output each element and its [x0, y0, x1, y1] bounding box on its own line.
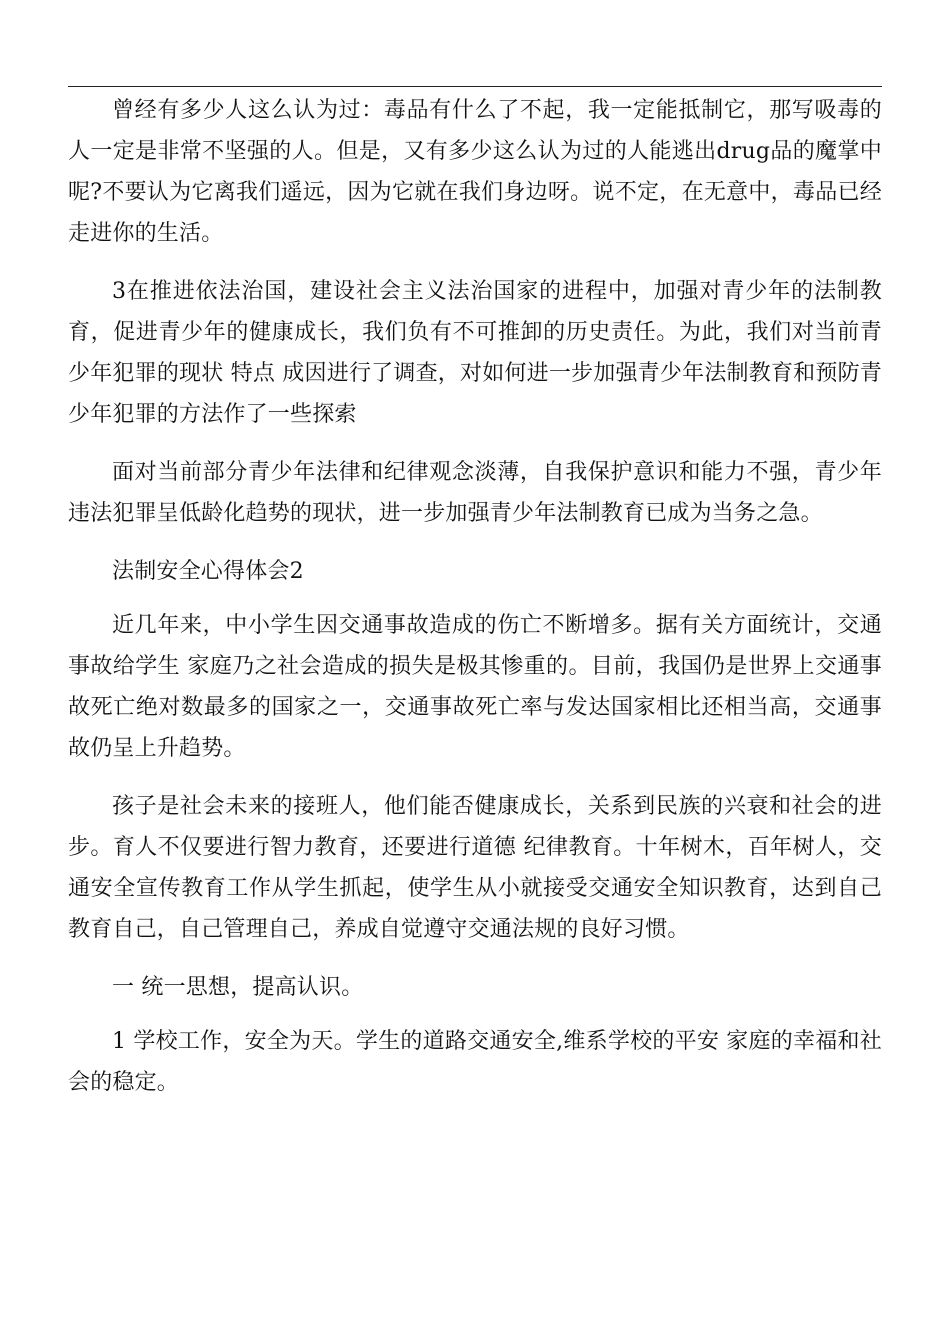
paragraph-drugs: 曾经有多少人这么认为过：毒品有什么了不起，我一定能抵制它，那写吸毒的人一定是非常不坚强的人。但是，又有多少这么认为过的人能逃出drug品的魔掌中呢?不要认为它离我们遥远，因为它就在我们身边呀。说不定，在无意中，毒品已经走进你的生活。 — [68, 98, 882, 246]
section-heading: 法制安全心得体会2 — [112, 559, 304, 584]
document-body — [68, 90, 882, 1120]
paragraph-traffic-accidents: 近几年来，中小学生因交通事故造成的伤亡不断增多。据有关方面统计，交通事故给学生 家庭乃之社会造成的损失是极其惨重的。目前，我国仍是世界上交通事故死亡绝对数最多的国家之一，交通事故死亡率与发达国家相比还相当高，交通事故仍呈上升趋势。 — [68, 613, 882, 761]
subsection-heading: 一 统一思想，提高认识。 — [112, 975, 364, 1000]
paragraph-urgency: 面对当前部分青少年法律和纪律观念淡薄，自我保护意识和能力不强，青少年违法犯罪呈低龄化趋势的现状，进一步加强青少年法制教育已成为当务之急。 — [68, 460, 882, 526]
paragraph-children-future: 孩子是社会未来的接班人，他们能否健康成长，关系到民族的兴衰和社会的进步。育人不仅要进行智力教育，还要进行道德 纪律教育。十年树木，百年树人，交通安全宣传教育工作从学生抓起，使学生从小就接受交通安全知识教育，达到自己教育自己，自己管理自己，养成自觉遵守交通法规的良好习惯。 — [68, 794, 882, 942]
paragraph-legal-education: 3在推进依法治国，建设社会主义法治国家的进程中，加强对青少年的法制教育，促进青少年的健康成长，我们负有不可推卸的历史责任。为此，我们对当前青少年犯罪的现状 特点 成因进行了调查，对如何进一步加强青少年法制教育和预防青少年犯罪的方法作了一些探索 — [68, 279, 882, 427]
header-rule — [68, 86, 882, 87]
paragraph-school-safety: 1 学校工作，安全为天。学生的道路交通安全,维系学校的平安 家庭的幸福和社会的稳定。 — [68, 1029, 882, 1095]
